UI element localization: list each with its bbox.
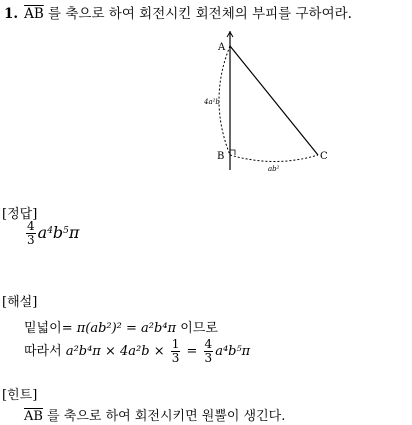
answer-exp-b: 5 <box>63 226 69 236</box>
question-number: 1. <box>4 6 19 22</box>
explanation-line1-suffix: 이므로 <box>176 321 218 336</box>
explanation-fraction-four-thirds <box>204 338 214 365</box>
bc-length-label: ab² <box>268 165 280 173</box>
hint-header: [힌트] <box>2 388 38 403</box>
ab-length-label: 4a²b <box>204 98 220 106</box>
explanation-base-area-label: 밑넓이 <box>24 321 62 336</box>
answer-var-b: b <box>52 223 64 242</box>
height-arc <box>219 46 230 155</box>
explanation-frac1-num: 1 <box>171 337 180 351</box>
right-angle-mark <box>230 150 235 155</box>
answer-var-a: a <box>37 223 48 242</box>
answer-header: [정답] <box>2 207 38 222</box>
answer-frac-num: 4 <box>27 219 35 233</box>
explanation-frac2-num: 4 <box>204 337 213 351</box>
explanation-result: a⁴b⁵π <box>215 344 251 359</box>
hint-segment-ab: $\overline{AB}$ <box>24 409 43 424</box>
slant-edge <box>230 46 318 155</box>
point-c-label: C <box>320 151 328 162</box>
hint-line <box>24 405 285 424</box>
explanation-frac2-den: 3 <box>204 351 213 365</box>
cone-diagram <box>190 28 340 178</box>
answer-frac-den: 3 <box>27 233 35 247</box>
base-radius <box>230 155 318 162</box>
answer-exp-a: 4 <box>47 226 53 236</box>
answer-fraction <box>26 220 36 247</box>
explanation-line-2 <box>24 338 250 365</box>
answer-expression <box>24 220 79 247</box>
explanation-line-1 <box>24 317 218 336</box>
point-a-label: A <box>218 42 226 53</box>
explanation-equals: = <box>182 344 202 359</box>
explanation-frac1-den: 3 <box>171 351 180 365</box>
explanation-line2-prefix: 따라서 <box>24 344 66 359</box>
explanation-base-area-formula: = π(ab²)² = a²b⁴π <box>61 321 177 336</box>
segment-ab: $\overline{AB}$ <box>24 6 44 22</box>
answer-pi: π <box>68 223 80 242</box>
hint-text: 를 축으로 하여 회전시키면 원뿔이 생긴다. <box>42 409 286 424</box>
question-text: 를 축으로 하여 회전시킨 회전체의 부피를 구하여라. <box>43 6 352 22</box>
explanation-volume-product: a²b⁴π × 4a²b × <box>65 344 169 359</box>
question-line <box>4 2 352 22</box>
explanation-header: [해설] <box>2 295 38 310</box>
explanation-fraction-one-third <box>171 338 181 365</box>
point-b-label: B <box>217 151 225 162</box>
